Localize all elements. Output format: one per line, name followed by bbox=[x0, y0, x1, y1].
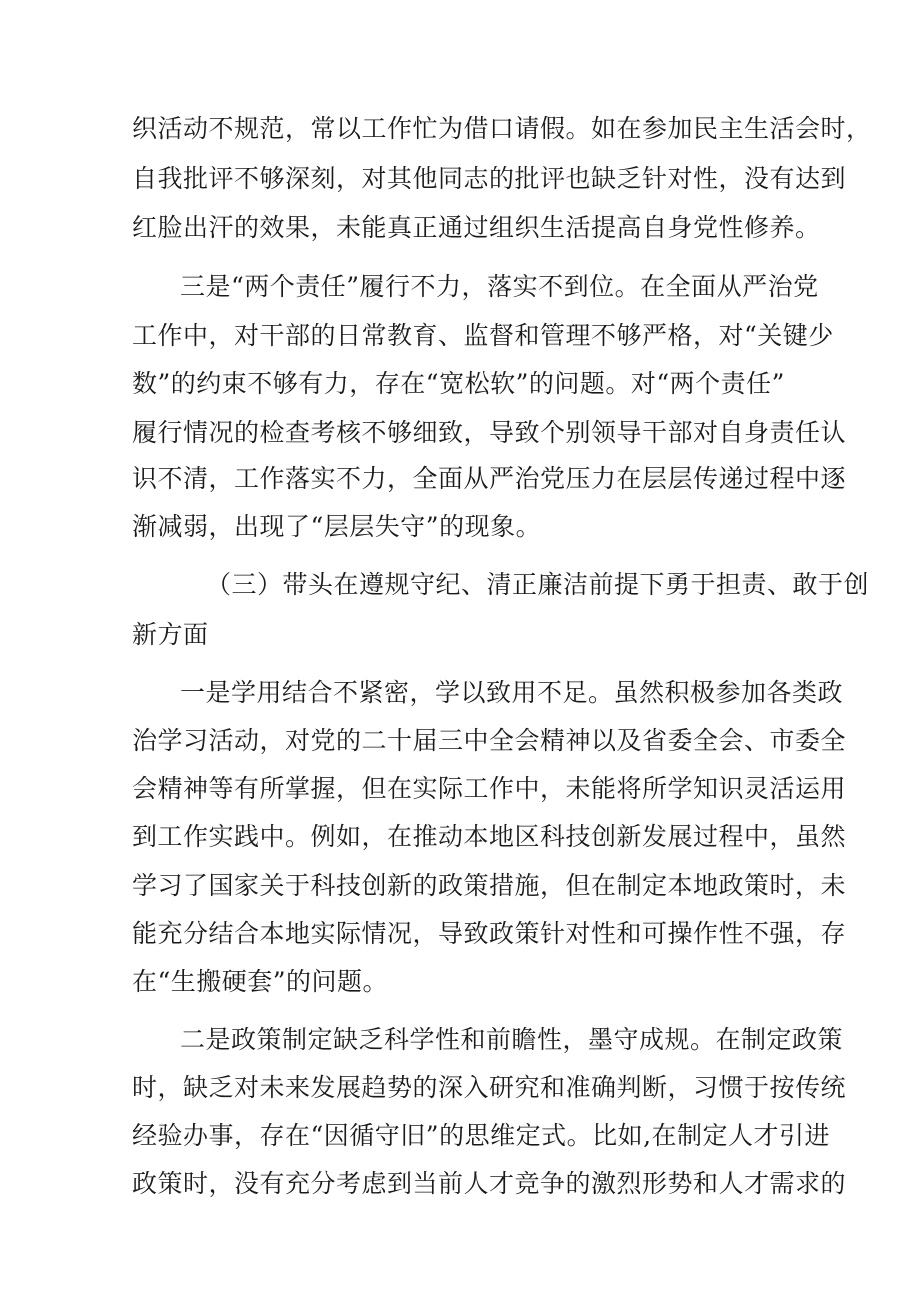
text-line: 数”的约束不够有力，存在“宽松软”的问题。对“两个责任” bbox=[132, 369, 785, 398]
text-line: 能充分结合本地实际情况，导致政策针对性和可操作性不强，存 bbox=[132, 919, 847, 948]
text-line: 履行情况的检查考核不够细致，导致个别领导干部对自身责任认 bbox=[132, 418, 847, 447]
text-line: 三是“两个责任”履行不力，落实不到位。在全面从严治党 bbox=[180, 272, 819, 301]
text-line: 时，缺乏对未来发展趋势的深入研究和准确判断，习惯于按传统 bbox=[132, 1073, 847, 1102]
text-line: 红脸出汗的效果，未能真正通过组织生活提高自身党性修养。 bbox=[132, 213, 821, 242]
section-heading: （三）带头在遵规守纪、清正廉洁前提下勇于担责、敢于创 bbox=[206, 570, 870, 599]
text-line: 工作中，对干部的日常教育、监督和管理不够严格，对“关键少 bbox=[132, 321, 834, 350]
text-line: 经验办事，存在“因循守旧”的思维定式。比如,在制定人才引进 bbox=[132, 1121, 831, 1150]
text-line: 渐减弱，出现了“层层失守”的现象。 bbox=[132, 512, 542, 541]
text-line: 织活动不规范，常以工作忙为借口请假。如在参加民主生活会时， bbox=[132, 114, 872, 143]
text-line: 到工作实践中。例如，在推动本地区科技创新发展过程中，虽然 bbox=[132, 822, 847, 851]
text-line: 在“生搬硬套”的问题。 bbox=[132, 967, 389, 996]
section-heading: 新方面 bbox=[132, 620, 209, 649]
text-line: 治学习活动，对党的二十届三中全会精神以及省委全会、市委全 bbox=[132, 726, 847, 755]
text-line: 政策时，没有充分考虑到当前人才竞争的激烈形势和人才需求的 bbox=[132, 1169, 847, 1198]
text-line: 会精神等有所掌握，但在实际工作中，未能将所学知识灵活运用 bbox=[132, 774, 847, 803]
text-line: 学习了国家关于科技创新的政策措施，但在制定本地政策时，未 bbox=[132, 871, 847, 900]
text-line: 自我批评不够深刻，对其他同志的批评也缺乏针对性，没有达到 bbox=[132, 164, 847, 193]
text-line: 一是学用结合不紧密，学以致用不足。虽然积极参加各类政 bbox=[180, 678, 844, 707]
text-line: 识不清，工作落实不力，全面从严治党压力在层层传递过程中逐 bbox=[132, 464, 847, 493]
text-line: 二是政策制定缺乏科学性和前瞻性，墨守成规。在制定政策 bbox=[180, 1025, 844, 1054]
